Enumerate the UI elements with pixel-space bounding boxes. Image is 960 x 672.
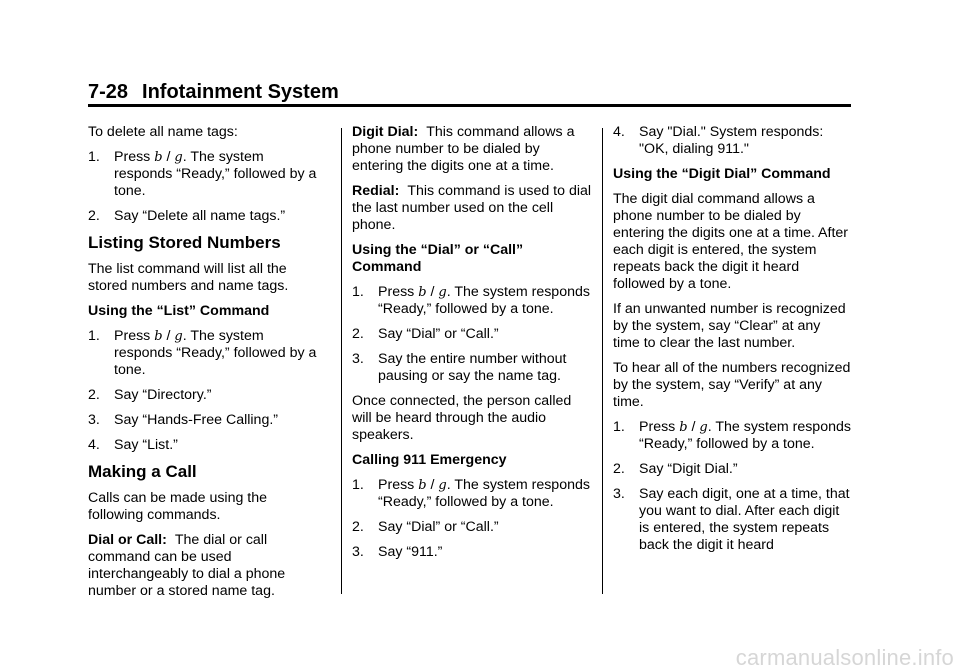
list-item (352, 519, 592, 536)
list-text: Say “List.” (114, 437, 178, 453)
column-1 (88, 124, 320, 608)
push-to-talk-icon: b (154, 150, 163, 165)
subheading: Using the “List” Command (88, 303, 270, 319)
watermark: carmanualsonline.info (735, 645, 954, 670)
list-item (613, 419, 851, 453)
list-text: . The system responds “Ready,” followed by a tone. (639, 419, 851, 452)
column-divider (341, 128, 342, 594)
list-item (352, 326, 592, 343)
term-text: The dial or call command can be used interchangeably to dial a phone number or a stored name tag. (88, 532, 286, 599)
icon-separator: / (162, 328, 175, 344)
voice-command-icon: g (438, 478, 447, 493)
list-text: . The system responds “Ready,” followed by a tone. (378, 477, 590, 510)
column-3 (613, 124, 851, 562)
list-number: 1. (352, 477, 364, 493)
page-number: 7-28 (88, 81, 129, 103)
voice-command-icon: g (438, 285, 447, 300)
definition-paragraph (352, 183, 592, 234)
icon-separator: / (426, 477, 439, 493)
list-text: Say “Dial” or “Call.” (378, 326, 499, 342)
term-label: Redial: (352, 183, 400, 199)
list-text: Say “Digit Dial.” (639, 461, 738, 477)
list-text: . The system responds “Ready,” followed by a tone. (114, 328, 317, 378)
list-number: 2. (613, 461, 625, 477)
list-number: 2. (352, 326, 364, 342)
column-divider (602, 128, 603, 594)
list-item (88, 208, 320, 225)
list-number: 1. (613, 419, 625, 435)
list-text: Say “911.” (378, 544, 443, 560)
list-item (613, 461, 851, 478)
icon-separator: / (162, 149, 175, 165)
list-text: . The system responds “Ready,” followed by a tone. (378, 284, 590, 317)
header-rule (88, 104, 851, 107)
term-text: This command allows a phone number to be dialed by entering the digits one at a time. (352, 124, 575, 174)
subheading: Using the “Digit Dial” Command (613, 166, 831, 182)
list-text: Say each digit, one at a time, that you want to dial. After each digit is entered, the system repeats back the digit it heard (639, 486, 850, 553)
list-text: Say the entire number without pausing or say the name tag. (378, 351, 567, 384)
voice-command-icon: g (174, 329, 183, 344)
list-number: 4. (613, 124, 625, 140)
list-item (88, 328, 320, 379)
subheading: Calling 911 Emergency (352, 452, 507, 468)
list-text: Say “Hands-Free Calling.” (114, 412, 279, 428)
list-text: Say “Directory.” (114, 387, 212, 403)
definition-paragraph (352, 124, 592, 175)
list-number: 1. (88, 149, 100, 165)
list-number: 2. (88, 387, 100, 403)
term-label: Digit Dial: (352, 124, 419, 140)
voice-command-icon: g (699, 420, 708, 435)
list-text: Press (378, 284, 419, 300)
list-number: 3. (88, 412, 100, 428)
list-number: 4. (88, 437, 100, 453)
page-title: Infotainment System (142, 81, 339, 103)
page-header (88, 81, 339, 104)
section-heading: Listing Stored Numbers (88, 233, 281, 252)
list-number: 3. (613, 486, 625, 502)
list-number: 1. (352, 284, 364, 300)
term-text: This command is used to dial the last number used on the cell phone. (352, 183, 592, 233)
list-number: 2. (352, 519, 364, 535)
push-to-talk-icon: b (679, 420, 688, 435)
paragraph: Calls can be made using the following commands. (88, 490, 268, 523)
paragraph: Once connected, the person called will be heard through the audio speakers. (352, 393, 572, 443)
subheading: Using the “Dial” or “Call” Command (352, 242, 524, 275)
push-to-talk-icon: b (418, 285, 427, 300)
push-to-talk-icon: b (418, 478, 427, 493)
paragraph: To hear all of the numbers recognized by the system, say “Verify” at any time. (613, 360, 851, 410)
list-item (352, 477, 592, 511)
list-item (352, 351, 592, 385)
list-item (613, 124, 851, 158)
list-text: Press (639, 419, 680, 435)
paragraph: To delete all name tags: (88, 124, 238, 140)
list-text: Say "Dial." System responds: "OK, dialing 911." (639, 124, 824, 157)
list-text: . The system responds “Ready,” followed by a tone. (114, 149, 317, 199)
push-to-talk-icon: b (154, 329, 163, 344)
list-item (352, 544, 592, 561)
paragraph: The digit dial command allows a phone number to be dialed by entering the digits one at a time. After each digit is entered, the system repeats back the digit it heard followed by a tone. (613, 191, 849, 292)
list-item (88, 412, 320, 429)
paragraph: The list command will list all the stored numbers and name tags. (88, 261, 289, 294)
column-2 (352, 124, 592, 569)
icon-separator: / (687, 419, 700, 435)
list-number: 2. (88, 208, 100, 224)
list-number: 1. (88, 328, 100, 344)
list-text: Say “Delete all name tags.” (114, 208, 286, 224)
list-text: Press (378, 477, 419, 493)
list-item (88, 387, 320, 404)
list-text: Say “Dial” or “Call.” (378, 519, 499, 535)
term-label: Dial or Call: (88, 532, 167, 548)
list-item (88, 149, 320, 200)
list-item (88, 437, 320, 454)
paragraph: If an unwanted number is recognized by the system, say “Clear” at any time to clear the last number. (613, 301, 846, 351)
list-text: Press (114, 149, 155, 165)
section-heading: Making a Call (88, 462, 197, 481)
list-number: 3. (352, 351, 364, 367)
icon-separator: / (426, 284, 439, 300)
list-item (352, 284, 592, 318)
list-text: Press (114, 328, 155, 344)
list-item (613, 486, 851, 554)
voice-command-icon: g (174, 150, 183, 165)
definition-paragraph (88, 532, 320, 600)
list-number: 3. (352, 544, 364, 560)
